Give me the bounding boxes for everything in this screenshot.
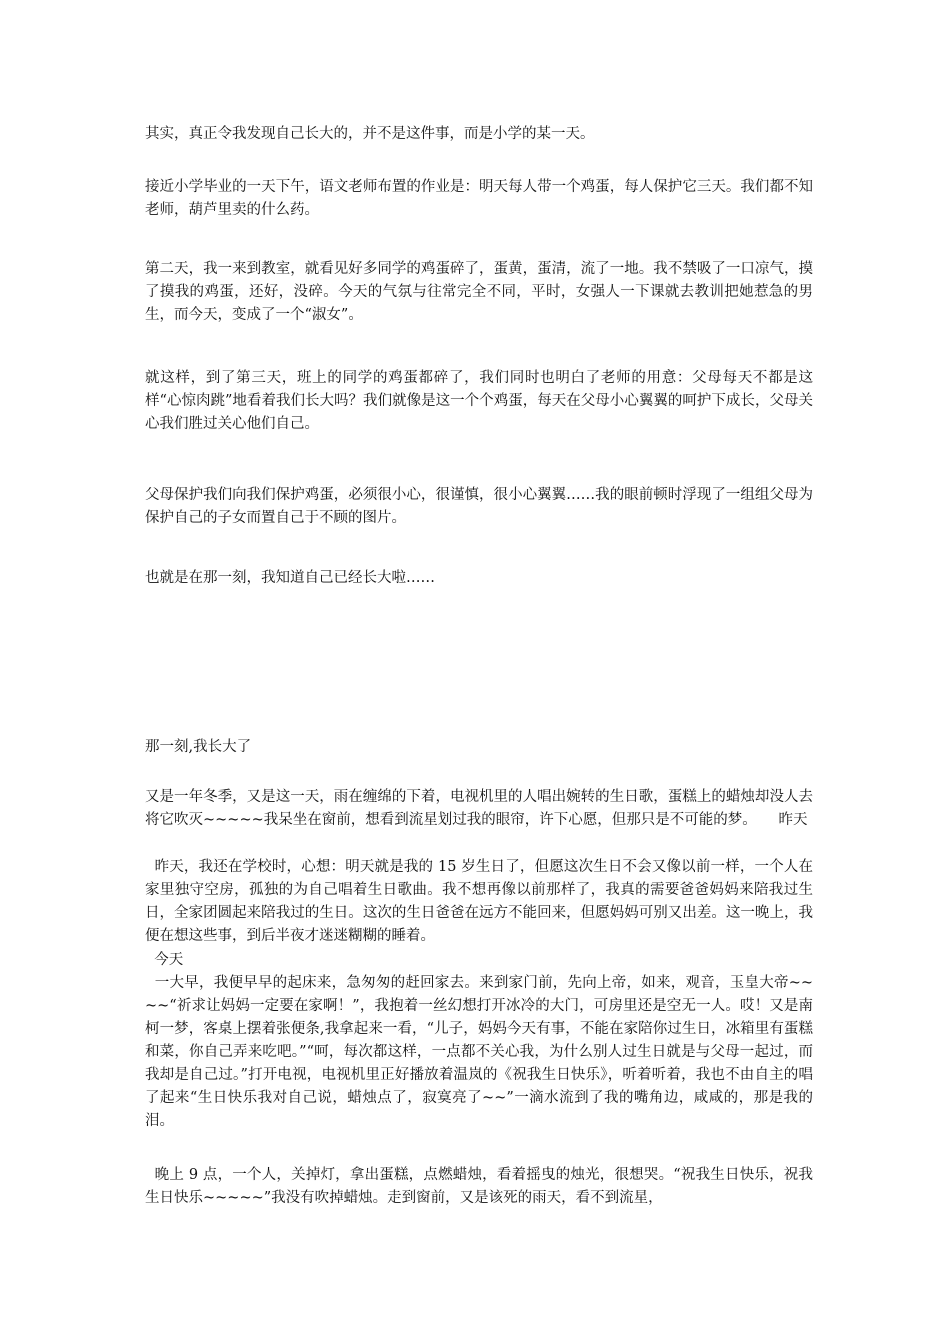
paragraph: 就这样，到了第三天，班上的同学的鸡蛋都碎了，我们同时也明白了老师的用意：父母每天不都是这样“心惊肉跳”地看着我们长大吗？我们就像是这一个个鸡蛋，每天在父母小心翼翼的呵护下成长，父母关心我们胜过关心他们自己。 (145, 370, 813, 432)
paragraph: 又是一年冬季，又是这一天，雨在缠绵的下着，电视机里的人唱出婉转的生日歌，蛋糕上的蜡烛却没人去将它吹灭~~~~~我呆坐在窗前，想看到流星划过我的眼帘，许下心愿，但那只是不可能的梦。 昨天 (145, 789, 813, 828)
paragraph: 其实，真正令我发现自己长大的，并不是这件事，而是小学的某一天。 (145, 126, 595, 142)
paragraph: 晚上 9 点，一个人，关掉灯，拿出蛋糕，点燃蜡烛，看着摇曳的烛光，很想哭。“祝我生日快乐，祝我生日快乐~~~~~”我没有吹掉蜡烛。走到窗前，又是该死的雨天，看不到流星， (145, 1167, 813, 1206)
paragraph: 第二天，我一来到教室，就看见好多同学的鸡蛋碎了，蛋黄，蛋清，流了一地。我不禁吸了一口凉气，摸了摸我的鸡蛋，还好，没碎。今天的气氛与往常完全不同，平时，女强人一下课就去教训把她惹急的男生，而今天，变成了一个“淑女”。 (145, 261, 813, 323)
paragraph: 接近小学毕业的一天下午，语文老师布置的作业是：明天每人带一个鸡蛋，每人保护它三天。我们都不知老师，葫芦里卖的什么药。 (145, 179, 813, 218)
paragraph: 今天 (145, 952, 184, 968)
paragraph: 昨天，我还在学校时，心想：明天就是我的 15 岁生日了，但愿这次生日不会又像以前一样，一个人在家里独守空房，孤独的为自己唱着生日歌曲。我不想再像以前那样了，我真的需要爸爸妈妈来陪我过生日，全家团圆起来陪我过的生日。这次的生日爸爸在远方不能回来，但愿妈妈可别又出差。这一晚上，我便在想这些事，到后半夜才迷迷糊糊的睡着。 (145, 859, 814, 944)
paragraph: 也就是在那一刻，我知道自己已经长大啦…… (145, 570, 435, 586)
paragraph: 一大早，我便早早的起床来，急匆匆的赶回家去。来到家门前，先向上帝，如来，观音，玉皇大帝~~~~“祈求让妈妈一定要在家啊！”，我抱着一丝幻想打开冰冷的大门，可房里还是空无一人。哎！又是南柯一梦，客桌上摆着张便条,我拿起来一看，“儿子，妈妈今天有事，不能在家陪你过生日，冰箱里有蛋糕和菜，你自己弄来吃吧。”“呵，每次都这样，一点都不关心我，为什么别人过生日就是与父母一起过，而我却是自己过。”打开电视，电视机里正好播放着温岚的《祝我生日快乐》，听着听着，我也不由自主的唱了起来“生日快乐我对自己说，蜡烛点了，寂寞亮了~~”一滴水流到了我的嘴角边，咸咸的，那是我的泪。 (145, 975, 814, 1129)
paragraph: 父母保护我们向我们保护鸡蛋，必须很小心，很谨慎，很小心翼翼……我的眼前顿时浮现了一组组父母为保护自己的子女而置自己于不顾的图片。 (145, 487, 813, 526)
section-title: 那一刻,我长大了 (145, 739, 252, 755)
